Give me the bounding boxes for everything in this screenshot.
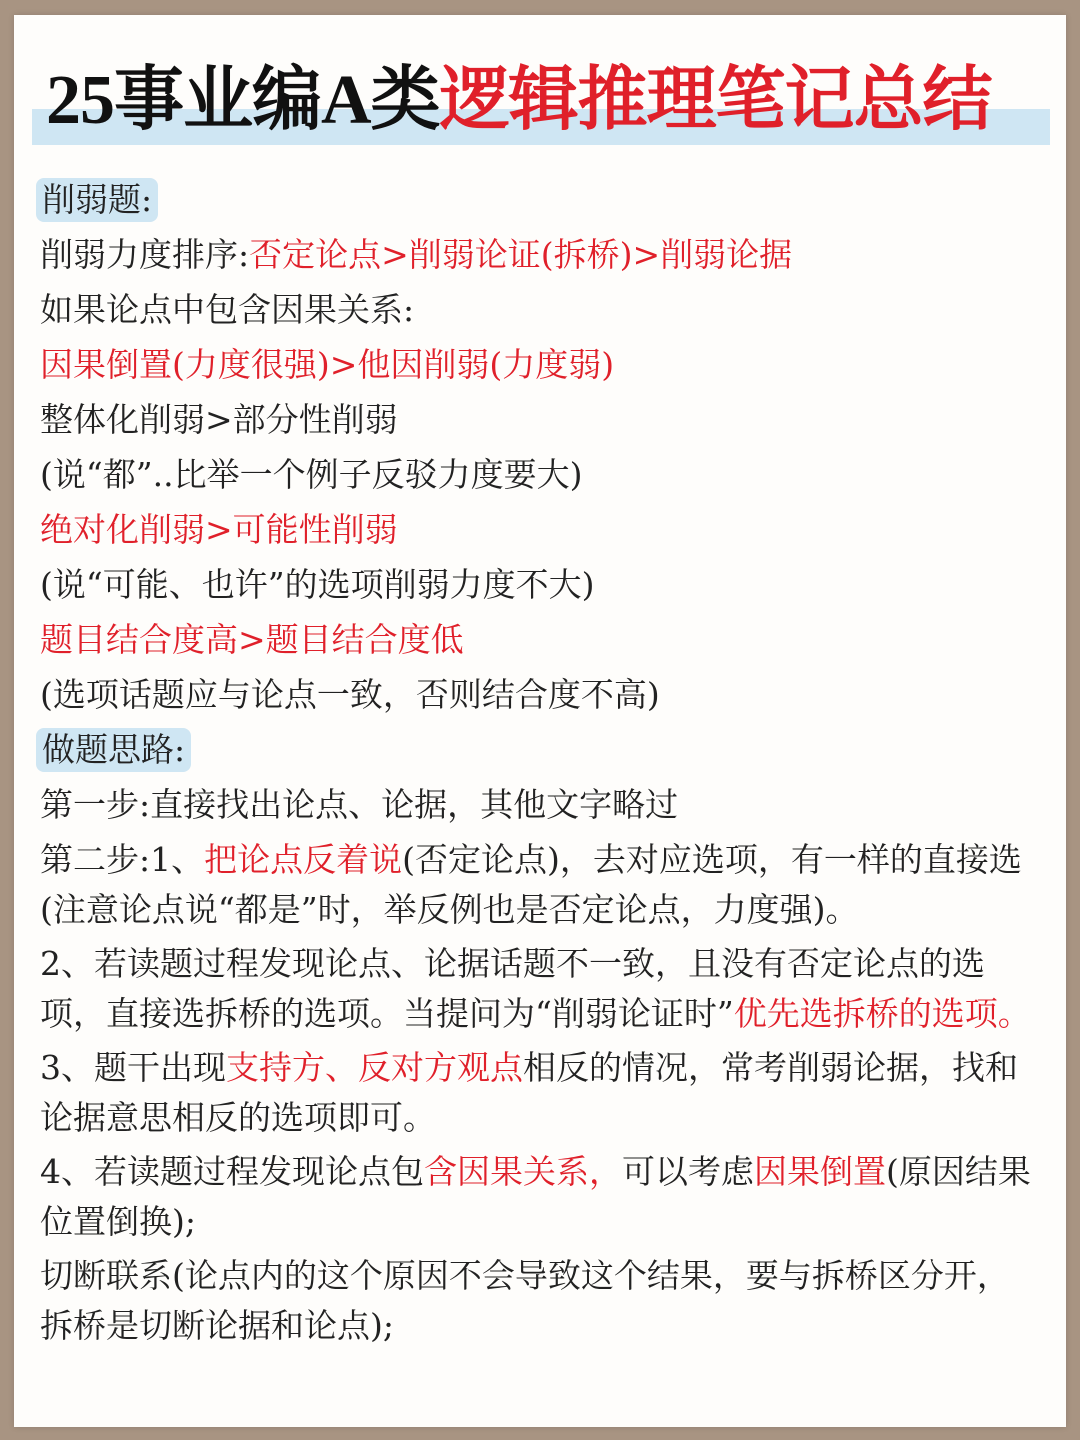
step-two-item-3: 3、题干出现支持方、反对方观点相反的情况，常考削弱论据，找和论据意思相反的选项即可。 — [40, 1048, 1018, 1137]
step-one: 第一步:直接找出论点、论据，其他文字略过 — [40, 785, 679, 824]
causal-rule: 因果倒置(力度很强)>他因削弱(力度弱) — [40, 345, 615, 384]
page-title — [46, 51, 992, 151]
absolute-vs-possible-note: (说“可能、也许”的选项削弱力度不大) — [40, 565, 595, 604]
note-card — [14, 15, 1066, 1427]
note-content — [40, 175, 1040, 1355]
section-heading-approach: 做题思路: — [40, 725, 1040, 780]
step-two-item-4: 4、若读题过程发现论点包含因果关系，可以考虑因果倒置(原因结果位置倒换); — [40, 1152, 1031, 1241]
whole-vs-partial-note: (说“都”..比举一个例子反驳力度要大) — [40, 455, 583, 494]
title-part-red: 逻辑推理笔记总结 — [439, 62, 992, 139]
section-heading-weaken: 削弱题: — [40, 175, 1040, 230]
step-two: 第二步:1、把论点反着说(否定论点)，去对应选项，有一样的直接选(注意论点说“都是”时，举反例也是否定论点，力度强)。 — [40, 840, 1022, 929]
title-part-black: 25事业编A类 — [46, 62, 440, 139]
relevance-rule: 题目结合度高>题目结合度低 — [40, 620, 464, 659]
absolute-vs-possible: 绝对化削弱>可能性削弱 — [40, 510, 398, 549]
causal-condition: 如果论点中包含因果关系: — [40, 290, 415, 329]
relevance-note: (选项话题应与论点一致，否则结合度不高) — [40, 675, 660, 714]
step-two-item-5: 切断联系(论点内的这个原因不会导致这个结果，要与拆桥区分开，拆桥是切断论据和论点); — [40, 1256, 1010, 1345]
weaken-strength-order: 削弱力度排序:否定论点>削弱论证(拆桥)>削弱论据 — [40, 235, 793, 274]
step-two-item-2: 2、若读题过程发现论点、论据话题不一致，且没有否定论点的选项，直接选拆桥的选项。当提问为“削弱论证时”优先选拆桥的选项。 — [40, 944, 1031, 1033]
whole-vs-partial: 整体化削弱>部分性削弱 — [40, 400, 398, 439]
title-block — [32, 51, 1050, 151]
